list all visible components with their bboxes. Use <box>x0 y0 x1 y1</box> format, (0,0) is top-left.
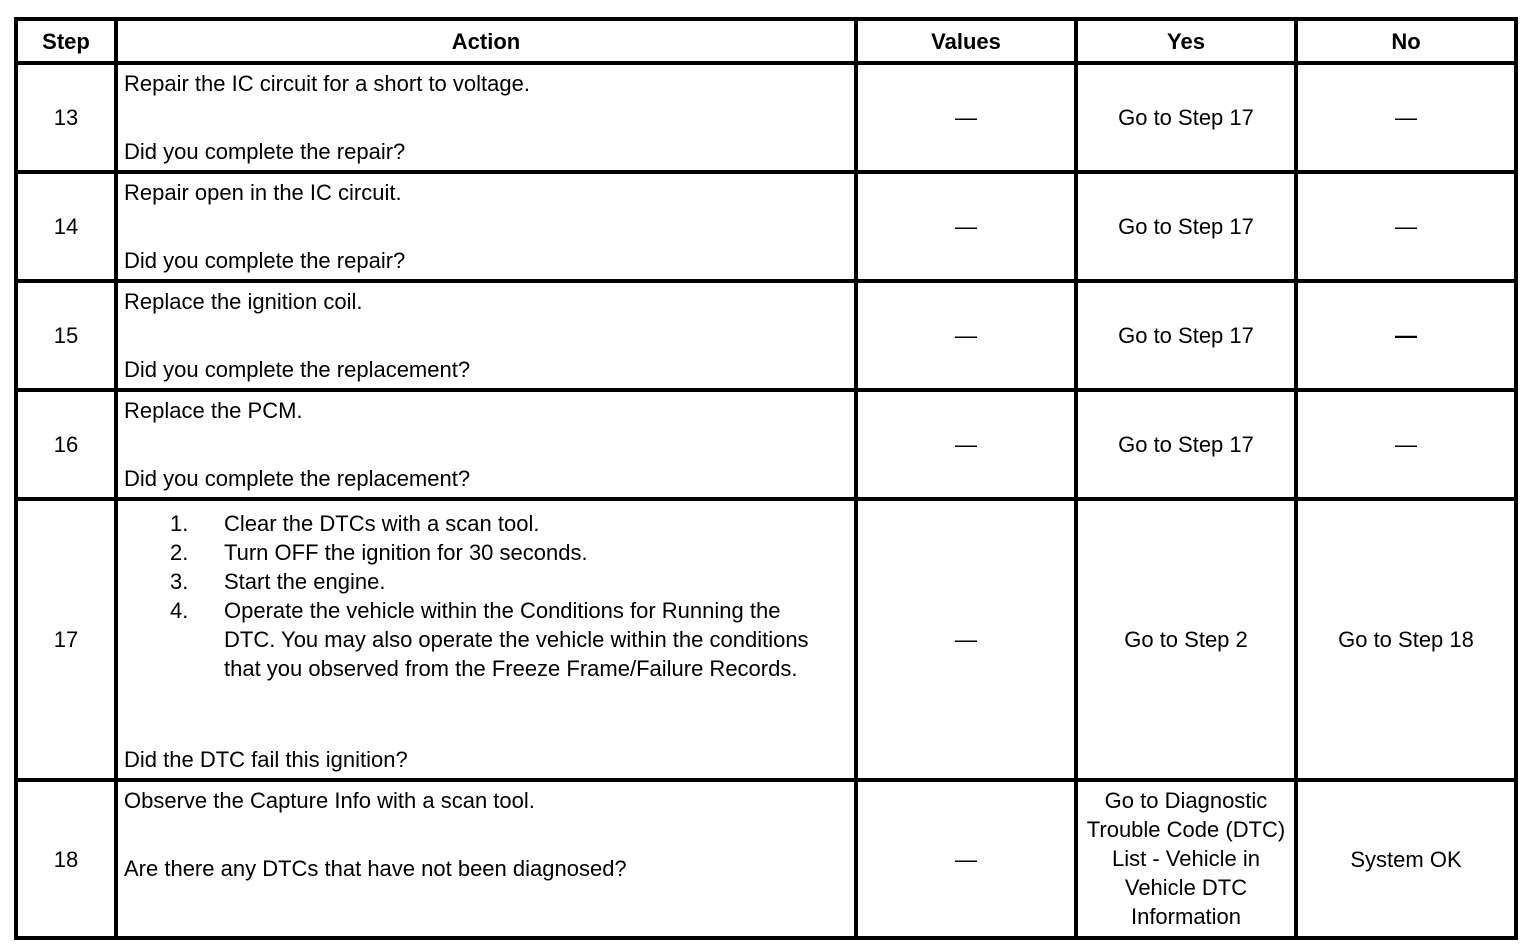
action-question: Did you complete the repair? <box>124 248 406 273</box>
yes-cell: Go to Step 17 <box>1076 281 1296 390</box>
list-item-text: Start the engine. <box>224 569 386 594</box>
yes-cell: Go to Step 2 <box>1076 499 1296 780</box>
step-number: 16 <box>16 390 116 499</box>
header-action: Action <box>116 19 856 63</box>
table-row-step-15 <box>16 281 1516 390</box>
yes-cell: Go to Step 17 <box>1076 172 1296 281</box>
header-no: No <box>1296 19 1516 63</box>
header-yes: Yes <box>1076 19 1296 63</box>
values-cell: — <box>856 390 1076 499</box>
no-cell: Go to Step 18 <box>1296 499 1516 780</box>
step-number: 13 <box>16 63 116 172</box>
header-step: Step <box>16 19 116 63</box>
diagnostic-table <box>14 17 1518 940</box>
list-item-number: 4. <box>170 598 189 623</box>
action-question: Did you complete the repair? <box>124 139 406 164</box>
step-number: 17 <box>16 499 116 780</box>
step-number: 18 <box>16 780 116 938</box>
list-item-number: 1. <box>170 511 189 536</box>
table-row-step-14 <box>16 172 1516 281</box>
action-instruction: Observe the Capture Info with a scan tool. <box>124 788 535 813</box>
table-row-step-18 <box>16 780 1516 938</box>
list-item <box>170 596 848 683</box>
no-cell: — <box>1296 63 1516 172</box>
action-cell <box>116 780 856 938</box>
no-cell: System OK <box>1296 780 1516 938</box>
values-cell: — <box>856 63 1076 172</box>
step-number: 15 <box>16 281 116 390</box>
no-cell: — <box>1296 172 1516 281</box>
table-row-step-13 <box>16 63 1516 172</box>
action-cell <box>116 63 856 172</box>
yes-cell: Go to Step 17 <box>1076 390 1296 499</box>
action-instruction: Repair the IC circuit for a short to voltage. <box>124 71 530 96</box>
list-item-text: Operate the vehicle within the Conditions for Running the DTC. You may also operate the vehicle within the conditions that you observed from the Freeze Frame/Failure Records. <box>224 598 809 681</box>
action-instruction: Replace the PCM. <box>124 398 303 423</box>
no-cell: — <box>1296 390 1516 499</box>
no-cell: — <box>1296 281 1516 390</box>
procedure-list <box>124 509 848 683</box>
yes-cell: Go to Diagnostic Trouble Code (DTC) List - Vehicle in Vehicle DTC Information <box>1076 780 1296 938</box>
step-number: 14 <box>16 172 116 281</box>
action-cell <box>116 281 856 390</box>
values-cell: — <box>856 172 1076 281</box>
list-item <box>170 509 848 538</box>
values-cell: — <box>856 281 1076 390</box>
action-cell <box>116 390 856 499</box>
list-item-text: Turn OFF the ignition for 30 seconds. <box>224 540 588 565</box>
table-row-step-17 <box>16 499 1516 780</box>
action-question: Did you complete the replacement? <box>124 466 471 491</box>
yes-cell: Go to Step 17 <box>1076 63 1296 172</box>
action-question: Did you complete the replacement? <box>124 357 471 382</box>
list-item-number: 3. <box>170 569 189 594</box>
list-item-text: Clear the DTCs with a scan tool. <box>224 511 540 536</box>
action-instruction: Repair open in the IC circuit. <box>124 180 402 205</box>
header-values: Values <box>856 19 1076 63</box>
list-item-number: 2. <box>170 540 189 565</box>
action-question: Did the DTC fail this ignition? <box>124 747 408 772</box>
list-item <box>170 538 848 567</box>
values-cell: — <box>856 780 1076 938</box>
values-cell: — <box>856 499 1076 780</box>
action-instruction: Replace the ignition coil. <box>124 289 363 314</box>
action-cell <box>116 499 856 780</box>
action-cell <box>116 172 856 281</box>
list-item <box>170 567 848 596</box>
header-row <box>16 19 1516 63</box>
action-question: Are there any DTCs that have not been diagnosed? <box>124 856 627 881</box>
table-row-step-16 <box>16 390 1516 499</box>
